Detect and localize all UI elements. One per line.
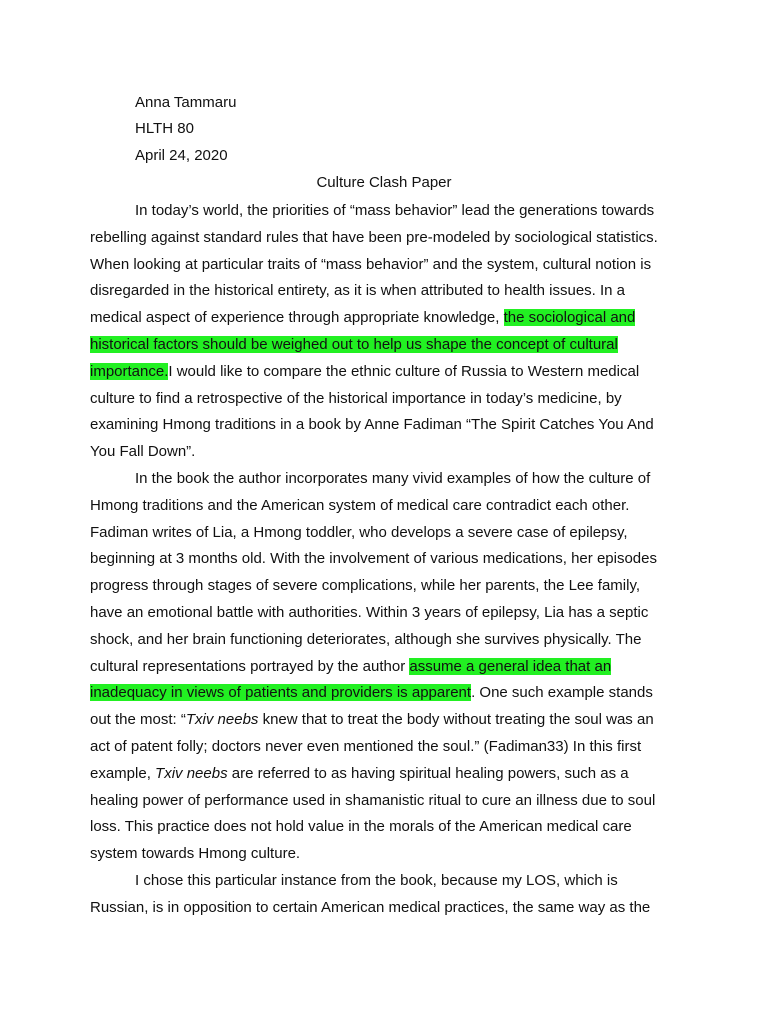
paragraph-3-text: I chose this particular instance from the book, because my LOS, which is Russian, is in opposition to certain American medical practices, the same way as the (90, 871, 651, 916)
course-code: HLTH 80 (135, 120, 194, 137)
paper-title: Culture Clash Paper (316, 174, 452, 191)
paragraph-1-text-b: I would like to compare the ethnic culture of Russia to Western medical culture to find a retrospective of the historical importance in today’s medicine, by examining Hmong traditions in a book by Anne Fadiman “The Spirit Catches You And You Fall Down”. (90, 362, 654, 461)
paragraph-1-text-a: In today’s world, the priorities of “mass behavior” lead the generations towards rebelling against standard rules that have been pre-modeled by sociological statistics. When looking at particular traits of “mass behavior” and the system, cultural notion is disregarded in the historical entirety, as it is when attributed to health issues. In a medical aspect of experience through appropriate knowledge, (90, 202, 658, 327)
highlight-2: assume a general idea that an inadequacy in views of patients and providers is apparent (90, 657, 612, 702)
paragraph-1 (90, 198, 666, 466)
author-name: Anna Tammaru (135, 94, 237, 111)
paper-body (90, 198, 666, 922)
paragraph-2 (90, 466, 666, 868)
paragraph-2-text-b: . One such example stands out the most: “ (90, 684, 653, 729)
italic-term-1: Txiv neebs (185, 711, 259, 729)
paragraph-2-text-c: ” (Fadiman33) In this first example, (90, 737, 642, 782)
paragraph-3 (90, 868, 666, 922)
paragraph-2-quote: knew that to treat the body without treating the soul was an act of patent folly; doctors never even mentioned the soul. (90, 711, 654, 755)
highlight-1: the sociological and historical factors should be weighed out to help us shape the concept of cultural importance. (90, 309, 636, 380)
italic-term-2: Txiv neebs (155, 764, 228, 782)
paper-date: April 24, 2020 (135, 147, 228, 164)
paragraph-2-text-a: In the book the author incorporates many vivid examples of how the culture of Hmong traditions and the American system of medical care contradict each other. Fadiman writes of Lia, a Hmong toddler, who develops a severe case of epilepsy, beginning at 3 months old. With the involvement of various medications, her episodes progress through stages of severe complications, while her parents, the Lee family, have an emotional battle with authorities. Within 3 years of epilepsy, Lia has a septic shock, and her brain functioning deteriorates, although she survives physically. The cultural representations portrayed by the author (90, 469, 657, 675)
paragraph-2-text-d: are referred to as having spiritual healing powers, such as a healing power of performance used in shamanistic ritual to cure an illness due to soul loss. This practice does not hold value in the morals of the American medical care system towards Hmong culture. (90, 764, 656, 863)
